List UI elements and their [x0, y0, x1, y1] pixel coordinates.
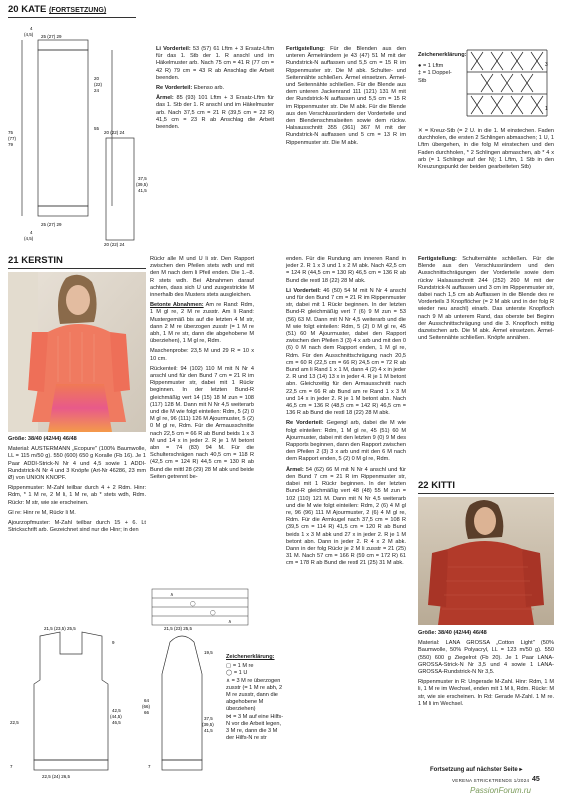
kate-legend	[418, 52, 467, 85]
section-name: KATE	[21, 4, 47, 15]
section-title-kate	[8, 4, 106, 15]
sleeve-len2: (66)	[142, 704, 151, 709]
svg-text:∧: ∧	[228, 619, 232, 625]
text: 53 (57) 61 Lftm + 3 Ersatz-Lftm für das 1. Stb der 1. R anschl und im Häkelmuster arb. Nach 75 cm = 41 R (77 cm = 42 R) 79 cm = 43 R ab Anschlag die Arbeit beenden.	[156, 46, 274, 81]
sleeve-top: 21,5 (23) 25,5	[164, 626, 193, 631]
kerstin-sleeve-schematic	[142, 624, 220, 782]
dim-right1: 20	[94, 76, 100, 81]
label: Re Vorderteil:	[156, 85, 193, 92]
section-number: 21	[8, 255, 19, 266]
dim-mid: 55	[94, 126, 100, 131]
dim-top: 4	[30, 26, 33, 31]
legend-item: = 1 Doppel-Stb	[418, 70, 452, 84]
sleeve-s4: 41,5	[204, 728, 213, 733]
kate-sleeve-schematic	[100, 128, 156, 248]
label: Betonte Abnahmen:	[150, 302, 204, 309]
glatt-rechts: Gl re: Hinr re M, Rückr li M.	[8, 509, 76, 516]
chart-row-num: 1	[545, 106, 548, 112]
text: 46 (50) 54 M mit N Nr 4 anschl und für den Bund 7 cm = 21 R im Rippenmuster str, dabei mit 1 Rückr beginnen. In der letzten Bund-R gleichmäßig vert 7 (6) 9 M zun = 53 (56) 63 M. Dann mit N Nr 4,5 weiterarb und die M wie folgt einteilen: Rdm, 5 (2) 0 M gl re, 45 (51) 60 M Ajourmuster, dabei den Rapport zwischen den Pfeilen 3 (3) 4 x arb und mit den 0 (6) 0 M nach dem Rapport enden, 1 M gl re, Rdm. Für den Ausschnittschrägung nach 20,5 cm = 60 R (22,5 cm = 66 R) 24,5 cm = 72 R ab Bund am li Rand 1 x 1 M, dann 4 (2) 4 x in jeder 2. R und 13 (14) 13 x in jeder 4. R je 1 M betont abn. Gleichzeitig für den Armausschnitt nach 22,5 cm = 66 R ab Bund am re Rand 1 x 3 M und 14 x in jeder 2. R je 1 M betont abn. Nach 46,5 cm = 136 R (48,5 cm = 142 R) 46,5 cm = 136 R ab Bund die restl 18 (22) 28 M abk.	[286, 287, 406, 417]
legend-label: = Kreuz-Stb	[424, 128, 456, 134]
kate-col-a	[156, 46, 274, 134]
dim-bund: 7	[10, 764, 13, 769]
text: Schulternähte schließen. Für die Blende aus den Verschlussrändern und den Ausschnittschrägungen der Vorderteile sowie dem rückw Halsausschnitt 244 (252) 260 M mit der Rundstrick-N auffassen und 3 cm im Rippenmuster str, dabei nach 1,5 cm ab Auffassen in die Blende des re Vorderteils 3 Knopflöcher (= 2 M abk und in der folg R wieder neu anschl) einarb. Das unterste Knopfloch nach 9 M ab unterem Rand, das oberste bei Beginn der Ausschnittschrägung und die 3. Knopfloch mittig dazwischen arb. Die M abk. Ärmel einsetzen. Ärmel- und Seitennähte schließen. Knöpfe annähen.	[418, 256, 555, 342]
dim-t2: 9	[112, 640, 115, 645]
legend-title: Zeichenerklärung:	[226, 654, 275, 660]
dim-right3: 24	[94, 88, 100, 93]
cable-icon: ⋈	[226, 713, 232, 720]
sleeve-top: 20 (22) 24	[104, 130, 125, 135]
divider	[418, 493, 554, 494]
section-number: 20	[8, 4, 19, 15]
yarn-over-icon: ◯	[226, 670, 233, 677]
kreuz-stb-icon: ✕	[418, 128, 423, 134]
sleeve-s3: (39,5)	[202, 722, 214, 727]
rippenmuster: Rippenmuster: M-Zahl teilbar durch 4 + 2 Rdm. Hinr: Rdm, * 1 M re, 2 M li, 1 M re, ab * stets wdh, Rdm. Rückr: M str, wie sie erscheinen.	[8, 485, 146, 506]
sleeve-bund: 7	[148, 764, 151, 769]
divider	[8, 268, 146, 269]
kitti-text	[418, 630, 554, 711]
kerstin-knit-chart	[150, 587, 250, 627]
text: 85 (93) 101 Lftm + 3 Ersatz-Lftm für das 1. Stb der 1. R anschl und im Häkelmuster arb. Nach 37,5 cm = 21 R (39,5 cm = 22 R) 41,5 cm = 23 R ab Anschlag die Arbeit beenden.	[156, 95, 275, 131]
maschenprobe: Maschenprobe: 23,5 M und 29 R = 10 x 10 cm.	[150, 348, 254, 362]
dim-bottom: 22,5 (24) 26,5	[42, 774, 71, 779]
section-name: KERSTIN	[21, 255, 63, 266]
text: enden. Für die Rundung am inneren Rand in jeder 2. R 1 x 3 und 1 x 2 M abk. Nach 42,5 cm = 124 R (44,5 cm = 130 R) 46,5 cm = 136 R ab Bund die restl 18 (22) 28 M abk.	[286, 256, 406, 284]
section-title-kerstin	[8, 255, 63, 266]
sleeve-r3: 41,5	[138, 188, 147, 193]
section-number: 22	[418, 480, 429, 491]
sleeve-r1: 37,5	[138, 176, 147, 181]
text: Am re Rand: Rdm, 1 M gl re, 2 M re zusstr. Am li Rand: Mustergemäß bis auf die letzten 4 M str, dann 2 M re überzogen zusstr (= 1 M re abh, 1 M re str, dann die abgehobene M überziehen), 1 M gl re, Rdm.	[150, 302, 255, 345]
site-watermark: PassionForum.ru	[470, 786, 531, 795]
kerstin-col3	[286, 256, 406, 571]
kerstin-photo	[8, 272, 146, 432]
size: Größe: 38/40 (42/44) 46/48	[8, 436, 77, 442]
text: Für die Blenden aus den unteren Ärmelrändern je 43 (47) 51 M mit der Rundstrick-N auffassen und 5,5 cm = 15 R im Rippenmuster str. Die M abk. Schulter- und Seitennähte schließen. Ärmel einsetzen. Ärmel- und Seitennähte schließen. Für die Blende aus dem unteren Jackenrand 111 (121) 131 M mit der Rundstrick-N auffassen und 5,5 cm = 15 R im Rippenmuster str. Die M abk. Für die Blende aus den Verschlussrändern der Vorderteile und den Blendenschmalseiten sowie dem rückw. Halsausschnitt 355 (361) 367 M mit der Rundstrick-N auffassen und 5 cm = 13 R im Rippenmuster str. Die M abk.	[286, 46, 406, 146]
doppel-stb-icon: ‡	[418, 70, 422, 77]
sleeve-s2: 37,5	[204, 716, 213, 721]
section-title-kitti	[418, 480, 455, 491]
dim-height1: 42,5	[112, 708, 121, 713]
label: Fertigstellung:	[286, 46, 325, 52]
decrease-icon: ∧	[226, 677, 231, 684]
kate-col-b	[286, 46, 406, 150]
dim-left3: 79	[8, 142, 14, 147]
svg-text:◯: ◯	[210, 610, 216, 616]
lftm-icon: ●	[418, 63, 422, 70]
dim-left1: 75	[8, 130, 14, 135]
dim-top2: (4,5)	[24, 32, 34, 37]
kitti-photo	[418, 497, 554, 625]
dim-left2: (77)	[8, 136, 17, 141]
label: Li Vorderteil:	[156, 46, 191, 52]
material: Material: LANA GROSSA „Cotton Light" (50% Baumwolle, 50% Polyacryl, LL = 123 m/50 g). 550 (550) 600 g Ziegelrot (Fb 20). Je 1 Paar LANA-GROSSA-Strick-N Nr 3,5 und 4 sowie 1 LANA-GROSSA-Rundstrick-N Nr 3,5.	[418, 640, 554, 676]
dim-right2: (22)	[94, 82, 103, 87]
divider	[8, 17, 136, 18]
section-name: KITTI	[431, 480, 455, 491]
sleeve-s1: 19,5	[204, 650, 213, 655]
sleeve-len1: 64	[144, 698, 150, 703]
text: Ebenso arb.	[193, 85, 224, 92]
dim-height2: (44,5)	[110, 714, 122, 719]
label: Li Vorderteil:	[286, 287, 321, 294]
kate-crochet-chart	[463, 44, 551, 124]
legend-item: = 1 Lftm	[422, 63, 444, 70]
legend-item: = 1 U	[233, 670, 248, 677]
label: Ärmel:	[286, 466, 304, 473]
sleeve-len3: 66	[144, 710, 150, 715]
svg-text:∧: ∧	[170, 592, 174, 598]
ajourmuster: Ajourzopfmuster: M-Zahl teilbar durch 15 + 6. Lt Strickschrift arb. Gezeichnet sind nur die Hinr; in den	[8, 520, 146, 534]
kerstin-col4	[418, 256, 554, 345]
dim-bottom2: (4,5)	[24, 236, 34, 241]
text: Gegengl arb, dabei die M wie folgt einteilen: Rdm, 1 M gl re, 45 (51) 60 M Ajourmuster, dabei mit den letzten 9 (0) 9 M des Rapports beginnen, dann den Rapport zwischen den Pfeilen 2 (3) 3 x arb und mit den 6 M nach dem Rapport enden, 5 (2) 0 M gl re, Rdm.	[286, 420, 406, 463]
label: Re Vorderteil:	[286, 420, 324, 427]
legend-item: = 1 M re	[232, 663, 254, 670]
sleeve-r2: (39,5)	[136, 182, 148, 187]
svg-text:◯: ◯	[190, 601, 196, 607]
kerstin-col1	[8, 436, 146, 537]
kreuz-stb-legend	[418, 128, 554, 171]
page-number: 45	[532, 776, 540, 783]
rueckenteil: Rückenteil: 94 (102) 110 M mit N Nr 4 anschl und für den Bund 7 cm = 21 R im Rippenmuster str, dabei mit 1 Rückr beginnen. In der letzten Bund-R gleichmäßig vert 14 (15) 18 M zun = 108 (117) 128 M. Dann mit N Nr 4,5 weiterarb und die M wie folgt einteilen: Rdm, 5 (2) 0 M gl re, 96 (111) 126 M Ajourmuster, 5 (2) 0 M gl re, Rdm. Für die Armausschnitte nach 22,5 cm = 66 R ab Bund beids 1 x 3 M und 14 x in jeder 2. R je 1 M betont abn = 74 (83) 94 M. Für die Schulterschrägen nach 40,5 cm = 118 R (42,5 cm = 124 R) 44,5 cm = 130 R ab Bund die mittl 28 (29) 28 M abk und beide Seiten getrennt be-	[150, 365, 254, 480]
label: Fertigstellung:	[418, 256, 457, 262]
kerstin-schematic	[8, 624, 138, 782]
knit-right-icon: ▢	[226, 663, 232, 670]
legend-title: Zeichenerklärung:	[418, 52, 467, 58]
dim-mid: 22,5	[10, 720, 19, 725]
chart-row-num: 3	[545, 62, 548, 68]
material: Material: AUSTERMANN „Ecopure" (100% Baumwolle, LL = 115 m/50 g). 550 (600) 650 g Koralle (Fb 16). Je 1 Paar ADDI-Strick-N Nr 4 und 4,5 sowie 1 ADDI-Rundstrick-N Nr 4 und 3 Knöpfe (Art-Nr 46286, 23 mm Ø) von UNION KNOPF.	[8, 446, 146, 482]
continued-notice: Fortsetzung auf nächster Seite ▸	[430, 767, 523, 773]
legend-item: = 3 M auf eine Hilfs-N vor die Arbeit legen, 3 M re, dann die 3 M der Hilfs-N re str	[226, 713, 284, 742]
dim-width-top: 25 (27) 29	[41, 34, 62, 39]
dim-height3: 46,5	[112, 720, 121, 725]
rippenmuster: Rippenmuster in R: Ungerade M-Zahl. Hinr: Rdm, 1 M li, 1 M re im Wechsel, enden mit 1 M li, Rdm. Rückr: M str, wie sie erscheinen. In Rd: Gerade M-Zahl. 1 M re. 1 M li im Wechsel.	[418, 679, 554, 707]
sleeve-bottom: 20 (22) 24	[104, 242, 125, 247]
kerstin-col2	[150, 256, 254, 484]
dim-bottom: 4	[30, 230, 33, 235]
dim-width-bottom: 25 (27) 29	[41, 222, 62, 227]
section-sub: (FORTSETZUNG)	[49, 7, 107, 14]
legend-item: = 3 M re überzogen zusstr (= 1 M re abh, 2 M re zusstr, dann die abgehobene M überziehen)	[226, 677, 283, 713]
kerstin-legend	[226, 654, 284, 742]
dim-top: 21,5 (23,5) 25,5	[44, 626, 76, 631]
legend-text: (= 2 U. in die 1. M einstechen. Faden durchholen, die ersten 2 Schlingen abmaschen; 1 U, 1 Lftm übergehen, in die folg M einstechen und den Faden durchholen, * 2 Schlingen abmaschen, ab * 4 x arb (= 1 Schlinge auf der N); 1 Lftm, 1 Stb in den Kreuzungspunkt der beiden gearbeiteten Stb)	[418, 128, 554, 171]
label: Ärmel:	[156, 95, 174, 102]
size: Größe: 38/40 (42/44) 46/48	[418, 630, 487, 636]
text: Rückr alle M und U li str. Den Rapport zwischen den Pfeilen stets wdh und mit den M nach dem li Pfeil enden. Die 1.–8. R stets wdh. Bei Abnahmen darauf achten, dass sich U und zusgestrickte M innerhalb des Musters stets ausgleichen.	[150, 256, 254, 299]
text: 54 (62) 66 M mit N Nr 4 anschl und für den Bund 7 cm = 21 R im Rippenmuster str, dabei mit 1 Rückr beginnen. In der letzten Bund-R gleichmäßig vert 48 (48) 55 M zun = 102 (110) 121 M. Dann mit N Nr 4,5 weiterarb und die M wie folgt einteilen: Rdm, 2 (6) 4 M gl re, 96 (96) 111 M Ajourmuster, 2 (6) 4 M gl re, Rdm. Für die Armkugel nach 37,5 cm = 108 R (39,5 cm = 114 R) 41,5 cm = 120 R ab Bund beids 1 x 3 M abk und 27 x in jeder 2. R je 1 M betont abn. Dann in jeder 2. R 4 x 2 M abk. Dann in der folg Rückr je 2 M li zusstr = 21 (25) 31 M. Nach 57 cm = 166 R (59 cm = 172 R) 61 cm = 178 R ab Bund die restl 21 (25) 31 M abk.	[286, 466, 406, 567]
magazine-name: VERENA STRICKTRENDS 1/2024	[452, 778, 530, 783]
